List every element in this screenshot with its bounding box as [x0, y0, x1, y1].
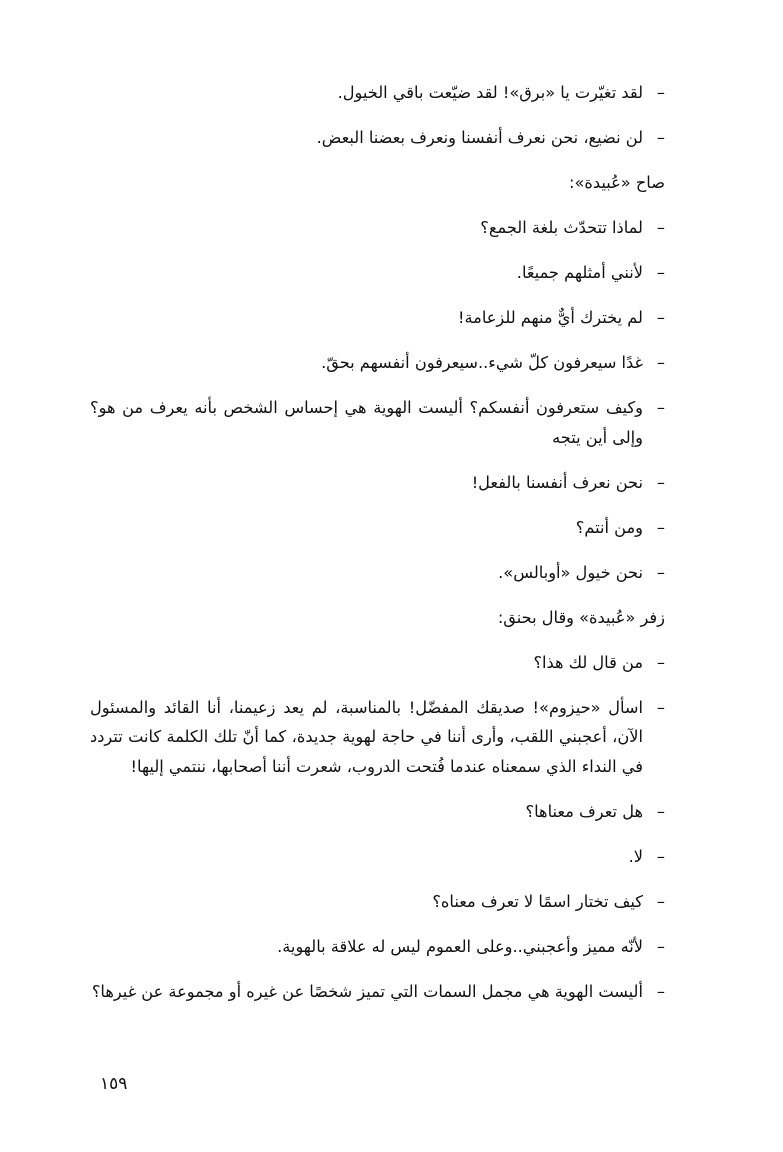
dialogue-text: غدًا سيعرفون كلّ شيء..سيعرفون أنفسهم بحقّ.	[321, 353, 643, 372]
dialogue-dash: –	[656, 308, 665, 327]
dialogue-line	[90, 558, 665, 588]
dialogue-line	[90, 258, 665, 288]
dialogue-text: لماذا تتحدّث بلغة الجمع؟	[480, 218, 643, 237]
dialogue-line	[90, 977, 665, 1007]
dialogue-text: اسأل «حيزوم»! صديقك المفضّل! بالمناسبة، لم يعد زعيمنا، أنا القائد والمسئول الآن، أعجبني اللقب، وأرى أننا في حاجة لهوية جديدة، كما أنّ تلك الكلمة كانت تتردد في النداء الذي سمعناه عندما فُتحت الدروب، شعرت أننا أصحابها، ننتمي إليها!	[90, 697, 643, 776]
dialogue-text: لن نضيع، نحن نعرف أنفسنا ونعرف بعضنا البعض.	[316, 128, 643, 147]
narration-line	[90, 168, 665, 198]
dialogue-line	[90, 887, 665, 917]
narration-line	[90, 603, 665, 633]
dialogue-text: وكيف ستعرفون أنفسكم؟ أليست الهوية هي إحساس الشخص بأنه يعرف من هو؟ وإلى أين يتجه	[90, 398, 643, 447]
dialogue-text: ومن أنتم؟	[575, 517, 643, 537]
dialogue-line	[90, 123, 665, 153]
dialogue-dash: –	[656, 218, 665, 237]
dialogue-text: كيف تختار اسمًا لا تعرف معناه؟	[432, 891, 643, 911]
dialogue-line	[90, 693, 665, 782]
dialogue-dash: –	[656, 981, 665, 1001]
dialogue-text: نحن خيول «أوبالس».	[498, 562, 643, 582]
dialogue-dash: –	[656, 891, 665, 911]
dialogue-text: أليست الهوية هي مجمل السمات التي تميز شخصًا عن غيره أو مجموعة عن غيرها؟	[91, 981, 643, 1001]
dialogue-dash: –	[656, 562, 665, 582]
dialogue-line	[90, 213, 665, 243]
page-text	[90, 78, 665, 1022]
dialogue-dash: –	[656, 517, 665, 537]
narration-text: زفر «عُبيدة» وقال بحنق:	[497, 607, 665, 627]
dialogue-dash: –	[656, 936, 665, 956]
dialogue-text: هل تعرف معناها؟	[525, 801, 643, 821]
dialogue-dash: –	[656, 398, 665, 417]
dialogue-dash: –	[656, 801, 665, 821]
narration-text: صاح «عُبيدة»:	[569, 173, 665, 192]
dialogue-dash: –	[656, 263, 665, 282]
page-number: ١٥٩	[100, 1074, 128, 1094]
dialogue-text: لأنني أمثلهم جميعًا.	[516, 263, 643, 282]
dialogue-dash: –	[656, 353, 665, 372]
dialogue-dash: –	[656, 846, 665, 866]
dialogue-text: لقد تغيّرت يا «برق»! لقد ضيّعت باقي الخيول.	[337, 83, 643, 102]
dialogue-line	[90, 78, 665, 108]
dialogue-line	[90, 468, 665, 498]
dialogue-dash: –	[656, 652, 665, 672]
dialogue-line	[90, 348, 665, 378]
dialogue-text: نحن نعرف أنفسنا بالفعل!	[471, 472, 643, 492]
dialogue-text: من قال لك هذا؟	[533, 652, 643, 672]
dialogue-dash: –	[656, 472, 665, 492]
dialogue-dash: –	[656, 128, 665, 147]
dialogue-line	[90, 303, 665, 333]
dialogue-text: لأنّه مميز وأعجبني..وعلى العموم ليس له علاقة بالهوية.	[277, 936, 643, 956]
dialogue-dash: –	[656, 697, 665, 717]
dialogue-line	[90, 513, 665, 543]
dialogue-line	[90, 842, 665, 872]
dialogue-dash: –	[656, 83, 665, 102]
dialogue-text: لم يخترك أيٌّ منهم للزعامة!	[457, 308, 643, 327]
dialogue-line	[90, 393, 665, 452]
dialogue-line	[90, 932, 665, 962]
dialogue-text: لا.	[628, 846, 643, 866]
dialogue-line	[90, 648, 665, 678]
dialogue-line	[90, 797, 665, 827]
